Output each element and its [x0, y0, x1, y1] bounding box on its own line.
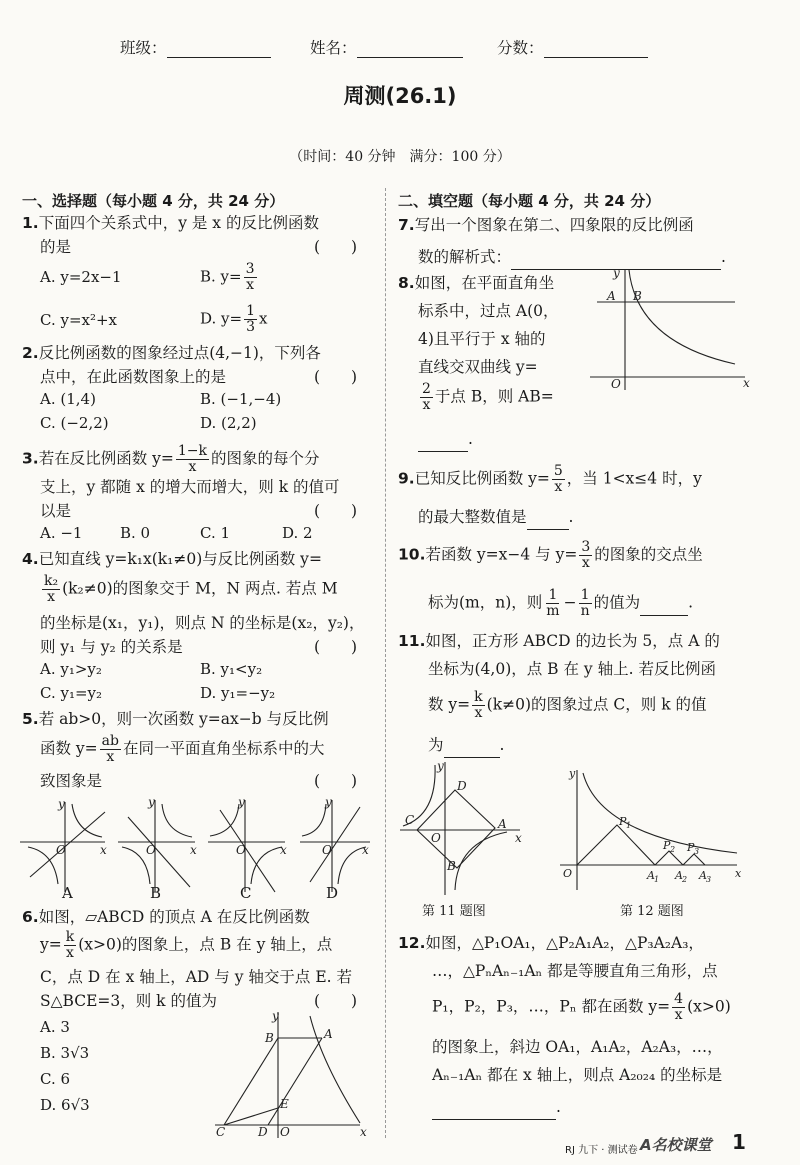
- q4-option-d[interactable]: D. y₁=−y₂: [200, 684, 276, 702]
- footer-series: RJ 九下 · 测试卷: [565, 1145, 638, 1156]
- answer-paren-3[interactable]: ( ): [314, 502, 358, 520]
- q11-answer-blank[interactable]: [444, 734, 500, 758]
- svg-text:O: O: [563, 867, 573, 880]
- svg-text:2: 2: [670, 845, 676, 854]
- svg-text:y: y: [148, 795, 155, 809]
- q1-option-b[interactable]: B. y= $\frac{3}{x}$: [200, 261, 255, 293]
- svg-text:B: B: [633, 289, 642, 303]
- footer-brand-logo: A名校课堂: [640, 1136, 712, 1154]
- svg-text:P: P: [663, 839, 671, 852]
- svg-text:C: C: [405, 813, 415, 827]
- question-1: 1.下面四个关系式中，y 是 x 的反比例函数: [22, 214, 319, 232]
- svg-text:y: y: [437, 759, 444, 773]
- svg-text:x: x: [100, 843, 107, 857]
- svg-text:A: A: [498, 817, 507, 831]
- q5-label-b[interactable]: B: [150, 884, 162, 902]
- fig12-caption: 第 12 题图: [620, 904, 684, 919]
- svg-text:A: A: [675, 869, 683, 882]
- answer-paren-1[interactable]: ( ): [314, 238, 358, 256]
- svg-text:A: A: [647, 869, 655, 882]
- q5-graph-b[interactable]: [118, 800, 195, 892]
- question-10: 10.若函数 y=x−4 与 y= $\frac{3}{x}$ 的图象的交点坐: [398, 539, 703, 571]
- question-12: 12.如图，△P₁OA₁，△P₂A₁A₂，△P₃A₂A₃，: [398, 934, 704, 952]
- fig11: [395, 760, 525, 900]
- question-2: 2.反比例函数的图象经过点(4,−1)，下列各: [22, 344, 321, 362]
- q1-option-c[interactable]: C. y=x²+x: [40, 311, 118, 329]
- answer-paren-5[interactable]: ( ): [314, 772, 358, 790]
- svg-text:y: y: [58, 797, 65, 811]
- svg-text:x: x: [735, 867, 742, 880]
- section-choice-heading: 一、选择题（每小题 4 分，共 24 分）: [22, 192, 285, 210]
- answer-paren-6[interactable]: ( ): [314, 992, 358, 1010]
- svg-text:3: 3: [706, 875, 712, 884]
- score-label: 分数：: [497, 39, 544, 57]
- svg-text:O: O: [322, 843, 332, 857]
- q2-option-d[interactable]: D. (2,2): [200, 414, 257, 432]
- svg-text:x: x: [360, 1125, 367, 1139]
- score-blank[interactable]: [544, 39, 648, 58]
- q3-option-a[interactable]: A. −1: [40, 524, 83, 542]
- q9-answer-blank[interactable]: [527, 506, 569, 530]
- q3-option-d[interactable]: D. 2: [282, 524, 313, 542]
- q6-figure: [210, 1008, 370, 1138]
- name-blank[interactable]: [357, 39, 463, 58]
- page-number: 1: [732, 1130, 746, 1154]
- svg-text:P: P: [687, 841, 695, 854]
- q6-option-b[interactable]: B. 3√3: [40, 1044, 90, 1062]
- svg-text:E: E: [280, 1097, 289, 1111]
- svg-text:B: B: [265, 1031, 274, 1045]
- q12-answer-blank[interactable]: [432, 1096, 556, 1120]
- svg-text:O: O: [236, 843, 246, 857]
- page-title: 周测(26.1): [343, 84, 457, 108]
- svg-text:1: 1: [626, 821, 632, 830]
- svg-text:x: x: [280, 843, 287, 857]
- svg-text:x: x: [190, 843, 197, 857]
- name-label: 姓名：: [310, 39, 357, 57]
- question-9: 9.已知反比例函数 y= $\frac{5}{x}$ ，当 1<x≤4 时，y: [398, 463, 702, 495]
- svg-text:D: D: [258, 1125, 268, 1139]
- q3-option-c[interactable]: C. 1: [200, 524, 231, 542]
- svg-text:B: B: [447, 859, 456, 873]
- svg-text:y: y: [272, 1009, 279, 1023]
- svg-text:O: O: [146, 843, 156, 857]
- svg-text:O: O: [56, 843, 66, 857]
- fig11-caption: 第 11 题图: [422, 904, 486, 919]
- q8-figure: [585, 262, 755, 392]
- time-info: （时间：40 分钟 满分：100 分）: [289, 149, 511, 165]
- question-7: 7.写出一个图象在第二、四象限的反比例函: [398, 216, 694, 234]
- svg-text:3: 3: [694, 847, 700, 856]
- name-field: [310, 36, 463, 58]
- q4-option-c[interactable]: C. y₁=y₂: [40, 684, 103, 702]
- class-blank[interactable]: [167, 39, 271, 58]
- question-6: 6.如图，▱ABCD 的顶点 A 在反比例函数: [22, 908, 310, 926]
- svg-text:O: O: [431, 831, 441, 845]
- svg-text:O: O: [280, 1125, 290, 1139]
- column-divider: [385, 188, 386, 1138]
- svg-text:y: y: [325, 795, 332, 809]
- answer-paren-4[interactable]: ( ): [314, 638, 358, 656]
- q4-option-b[interactable]: B. y₁<y₂: [200, 660, 263, 678]
- question-3: 3.若在反比例函数 y= $\frac{1-k}{x}$ 的图象的每个分: [22, 443, 320, 475]
- q6-option-c[interactable]: C. 6: [40, 1070, 71, 1088]
- q5-graph-d[interactable]: [300, 800, 370, 892]
- q5-label-c[interactable]: C: [240, 884, 252, 902]
- fig12: [555, 765, 740, 895]
- q4-option-a[interactable]: A. y₁>y₂: [40, 660, 102, 678]
- q5-graph-c[interactable]: [208, 800, 285, 892]
- svg-text:x: x: [743, 376, 750, 390]
- svg-text:1: 1: [654, 875, 660, 884]
- section-fill-heading: 二、填空题（每小题 4 分，共 24 分）: [398, 192, 661, 210]
- svg-text:x: x: [515, 831, 522, 845]
- svg-text:O: O: [611, 377, 621, 391]
- q6-option-d[interactable]: D. 6√3: [40, 1096, 90, 1114]
- score-field: [497, 36, 648, 58]
- question-8: 8.如图，在平面直角坐: [398, 274, 555, 292]
- q2-option-c[interactable]: C. (−2,2): [40, 414, 109, 432]
- svg-text:y: y: [613, 266, 620, 280]
- svg-text:y: y: [569, 767, 576, 780]
- svg-text:2: 2: [682, 875, 688, 884]
- svg-text:A: A: [324, 1027, 333, 1041]
- q8-answer-blank[interactable]: [418, 428, 468, 452]
- q6-option-a[interactable]: A. 3: [40, 1018, 70, 1036]
- svg-text:x: x: [362, 843, 369, 857]
- svg-text:C: C: [216, 1125, 226, 1139]
- q2-option-a[interactable]: A. (1,4): [40, 390, 96, 408]
- q1-option-d[interactable]: D. y= $\frac{1}{3}$ x: [200, 303, 268, 335]
- class-label: 班级：: [120, 39, 167, 57]
- q10-answer-blank[interactable]: [640, 592, 688, 616]
- q5-label-d[interactable]: D: [326, 884, 339, 902]
- svg-text:A: A: [607, 289, 616, 303]
- answer-paren-2[interactable]: ( ): [314, 368, 358, 386]
- svg-text:D: D: [457, 779, 467, 793]
- svg-text:A: A: [699, 869, 707, 882]
- q1-option-a[interactable]: A. y=2x−1: [40, 268, 122, 286]
- q3-option-b[interactable]: B. 0: [120, 524, 151, 542]
- class-field: [120, 36, 271, 58]
- svg-text:P: P: [619, 815, 627, 828]
- question-11: 11.如图，正方形 ABCD 的边长为 5，点 A 的: [398, 632, 720, 650]
- svg-text:y: y: [238, 795, 245, 809]
- question-5: 5.若 ab>0，则一次函数 y=ax−b 与反比例: [22, 710, 329, 728]
- q2-option-b[interactable]: B. (−1,−4): [200, 390, 282, 408]
- question-4: 4.已知直线 y=k₁x(k₁≠0)与反比例函数 y=: [22, 550, 322, 568]
- q5-label-a[interactable]: A: [62, 884, 73, 902]
